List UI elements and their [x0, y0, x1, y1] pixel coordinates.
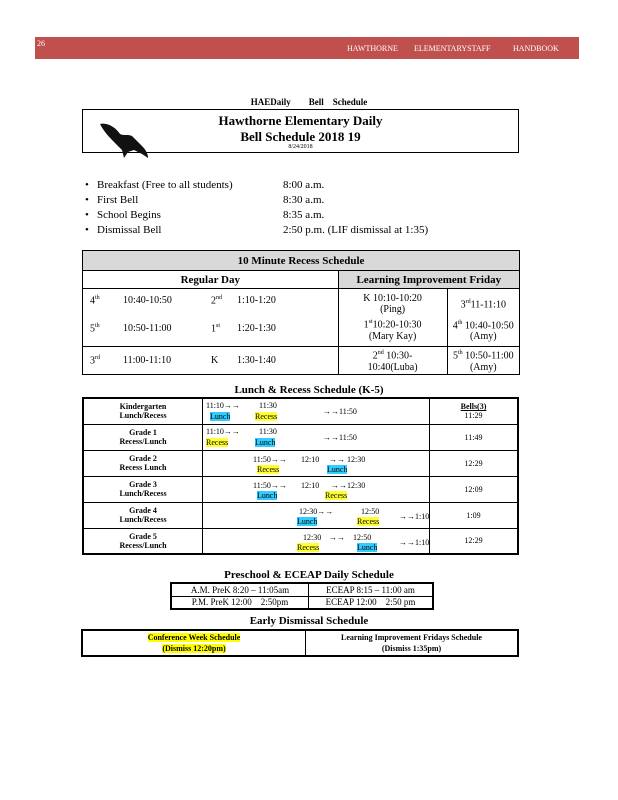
header-staff: ELEMENTARYSTAFF [414, 44, 491, 53]
lunch-times: 11:50→→ Lunch 12:10 Recess →→12:30 [203, 476, 430, 502]
bell-label: School Begins [97, 209, 161, 221]
hawk-icon [98, 120, 150, 160]
lif-dismiss-cell: Learning Improvement Fridays Schedule (Dismiss 1:35pm) [306, 630, 519, 656]
eceap-pm: ECEAP 12:00 2:50 pm [309, 596, 434, 609]
bell-list [85, 178, 429, 238]
lunch-times: 11:50→→ Recess 12:10 Lunch →→ 12:30 [203, 450, 430, 476]
recess-label: Recess [297, 542, 320, 552]
recess-label: Recess [257, 464, 280, 474]
regular-cell: 4th 10:40-10:50 2nd 1:10-1:20 5th 10:50-11:00 1st 1:20-1:30 [83, 289, 339, 347]
eceap-am: ECEAP 8:15 – 11:00 am [309, 583, 434, 596]
lunch-label: Lunch [257, 490, 278, 500]
bell-time: 2:50 p.m. (LIF dismissal at 1:35) [283, 224, 429, 236]
regular-header: Regular Day [83, 271, 339, 289]
list-item [85, 193, 325, 208]
bell-cell: 12:29 [430, 528, 519, 554]
grade-cell: Grade 2 Recess Lunch [83, 450, 203, 476]
grade-cell: Kindergarten Lunch/Recess [83, 398, 203, 424]
grade-cell: Grade 3 Lunch/Recess [83, 476, 203, 502]
recess-time: 11:00-11:10 [123, 355, 172, 366]
lunch-times: 11:10→→ Lunch 11:30 Recess →→11:50 [203, 398, 430, 424]
bell-cell: 12:29 [430, 450, 519, 476]
title-line2: Bell Schedule 2018 19 [240, 129, 361, 144]
bell-label: Dismissal Bell [97, 224, 162, 236]
bell-label: Breakfast (Free to all students) [97, 179, 233, 191]
recess-label: Recess [325, 490, 348, 500]
bell-time: 8:35 a.m. [283, 209, 325, 221]
list-item [85, 178, 325, 193]
recess-time: 10:40-10:50 [123, 295, 172, 306]
recess-label: Recess [206, 437, 229, 447]
header-school: HAWTHORNE [347, 44, 398, 53]
lif-cell: 2nd 10:30- 10:40(Luba) [338, 347, 447, 375]
lunch-times: 12:30 →→ Recess 12:50 Lunch →→1:10 [203, 528, 430, 554]
recess-time: 10:50-11:00 [123, 323, 172, 334]
bell-cell: 1:09 [430, 502, 519, 528]
bell-time: 8:30 a.m. [283, 194, 325, 206]
bell-cell: Bells(3) 11:29 [430, 398, 519, 424]
lunch-table [82, 397, 519, 555]
recess-time: 1:10-1:20 [237, 295, 276, 306]
lunch-label: Lunch [255, 437, 276, 447]
list-item [85, 223, 429, 238]
title-line1: Hawthorne Elementary Daily [218, 113, 383, 128]
recess-label: Recess [255, 412, 278, 421]
recess-title: 10 Minute Recess Schedule [83, 251, 520, 271]
page-number: 26 [37, 39, 45, 48]
recess-time: 1:20-1:30 [237, 323, 276, 334]
lunch-times: 12:30→→ Lunch 12:50 Recess →→1:10 [203, 502, 430, 528]
lif-header: Learning Improvement Friday [338, 271, 519, 289]
lif-cell: K 10:10-10:20 (Ping) 1st10:20-10:30 (Mary Kay) [338, 289, 447, 347]
grade-cell: Grade 1 Recess/Lunch [83, 424, 203, 450]
bell-cell: 11:49 [430, 424, 519, 450]
early-title: Early Dismissal Schedule [249, 615, 369, 627]
lunch-label: Lunch [210, 412, 231, 421]
regular-cell: 3rd 11:00-11:10 K 1:30-1:40 [83, 347, 339, 375]
preschool-title: Preschool & ECEAP Daily Schedule [224, 569, 394, 581]
preschool-pm: P.M. PreK 12:00 2:50pm [171, 596, 309, 609]
schedule-caption: HAEDaily Bell Schedule [250, 97, 368, 107]
lif-cell: 3rd11-11:10 4th 10:40-10:50 (Amy) [447, 289, 519, 347]
grade-cell: Grade 5 Recess/Lunch [83, 528, 203, 554]
early-table [81, 629, 519, 657]
lunch-label: Lunch [327, 464, 348, 474]
preschool-am: A.M. PreK 8:20 – 11:05am [171, 583, 309, 596]
bell-label: First Bell [97, 194, 139, 206]
bell-time: 8:00 a.m. [283, 179, 325, 191]
header-banner [35, 37, 579, 59]
preschool-table [170, 582, 434, 610]
conference-cell: Conference Week Schedule (Dismiss 12:20pm) [82, 630, 306, 656]
lunch-label: Lunch [297, 516, 318, 526]
lif-cell: 5th 10:50-11:00 (Amy) [447, 347, 519, 375]
recess-table [82, 250, 520, 375]
recess-label: Recess [357, 516, 380, 526]
title-date: 8/24/2018 [288, 144, 313, 150]
grade-cell: Grade 4 Lunch/Recess [83, 502, 203, 528]
lunch-times: 11:10→→ Recess 11:30 Lunch →→11:50 [203, 424, 430, 450]
header-handbook: HANDBOOK [513, 44, 559, 53]
bell-cell: 12:09 [430, 476, 519, 502]
lunch-title: Lunch & Recess Schedule (K-5) [234, 384, 384, 396]
recess-time: 1:30-1:40 [237, 355, 276, 366]
lunch-label: Lunch [357, 542, 378, 552]
list-item [85, 208, 325, 223]
